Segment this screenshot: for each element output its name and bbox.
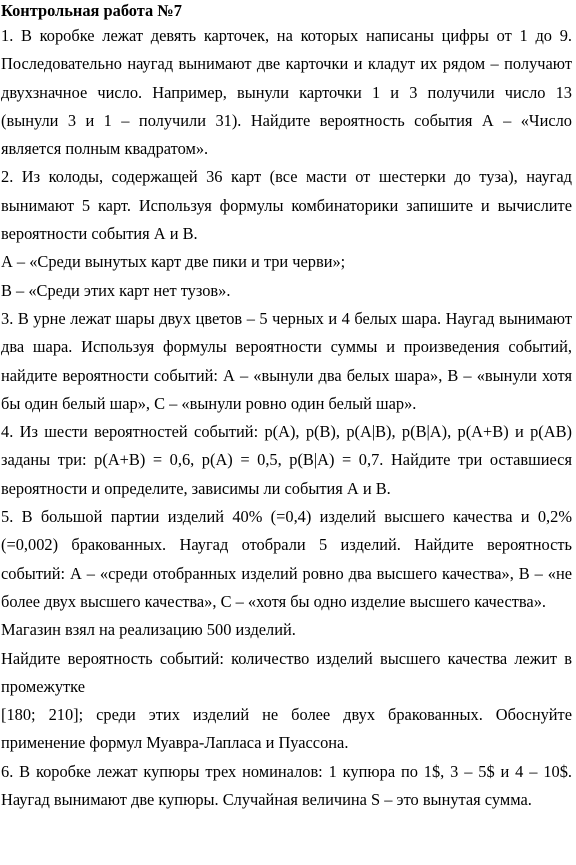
task-2-event-a: А – «Среди вынутых карт две пики и три черви»;	[1, 252, 346, 272]
task-2-event-b: В – «Среди этих карт нет тузов».	[1, 280, 231, 300]
task-6: 6. В коробке лежат купюры трех номиналов: 1 купюра по 1$, 3 – 5$ и 4 – 10$. Наугад вынимают две купюры. Случайная величина S – это вынутая сумма.	[1, 761, 572, 810]
task-2: 2. Из колоды, содержащей 36 карт (все масти от шестерки до туза), наугад вынимают 5 карт. Используя формулы комбинаторики запишите и вычислите вероятности события А и В.	[1, 167, 572, 244]
task-3: 3. В урне лежат шары двух цветов – 5 черных и 4 белых шара. Наугад вынимают два шара. Используя формулы вероятности суммы и произведения событий, найдите вероятности событий: А – «вынули два белых шара», В – «вынули хотя бы один белый шар», С – «вынули ровно один белый шар».	[1, 308, 572, 413]
task-5: 5. В большой партии изделий 40% (=0,4) изделий высшего качества и 0,2% (=0,002) бракованных. Наугад отобрали 5 изделий. Найдите вероятность событий: А – «среди отобранных изделий ровно два высшего качества», В – «не более двух высшего качества», С – «хотя бы одно изделие высшего качества».	[1, 507, 572, 611]
task-4: 4. Из шести вероятностей событий: p(A), p(B), p(A|B), p(B|A), p(A+B) и p(AB) заданы три: p(A+B) = 0,6, p(A) = 0,5, p(B|A) = 0,7. Найдите три оставшиеся вероятности и определите, зависимы ли события А и В.	[1, 422, 572, 498]
task-5-store: Магазин взял на реализацию 500 изделий.	[1, 620, 296, 640]
task-5-interval: [180; 210]; среди этих изделий не более двух бракованных. Обоснуйте применение формул Муавра-Лапласа и Пуассона.	[1, 705, 572, 753]
task-5-question: Найдите вероятность событий: количество изделий высшего качества лежит в промежутке	[1, 648, 572, 696]
document-title: Контрольная работа №7	[1, 1, 183, 20]
task-1: 1. В коробке лежат девять карточек, на которых написаны цифры от 1 до 9. Последовательно наугад вынимают две карточки и кладут их рядом – получают двухзначное число. Например, вынули карточки 1 и 3 получили число 13 (вынули 3 и 1 – получили 31). Найдите вероятность события А – «Число является полным квадратом».	[1, 26, 572, 159]
